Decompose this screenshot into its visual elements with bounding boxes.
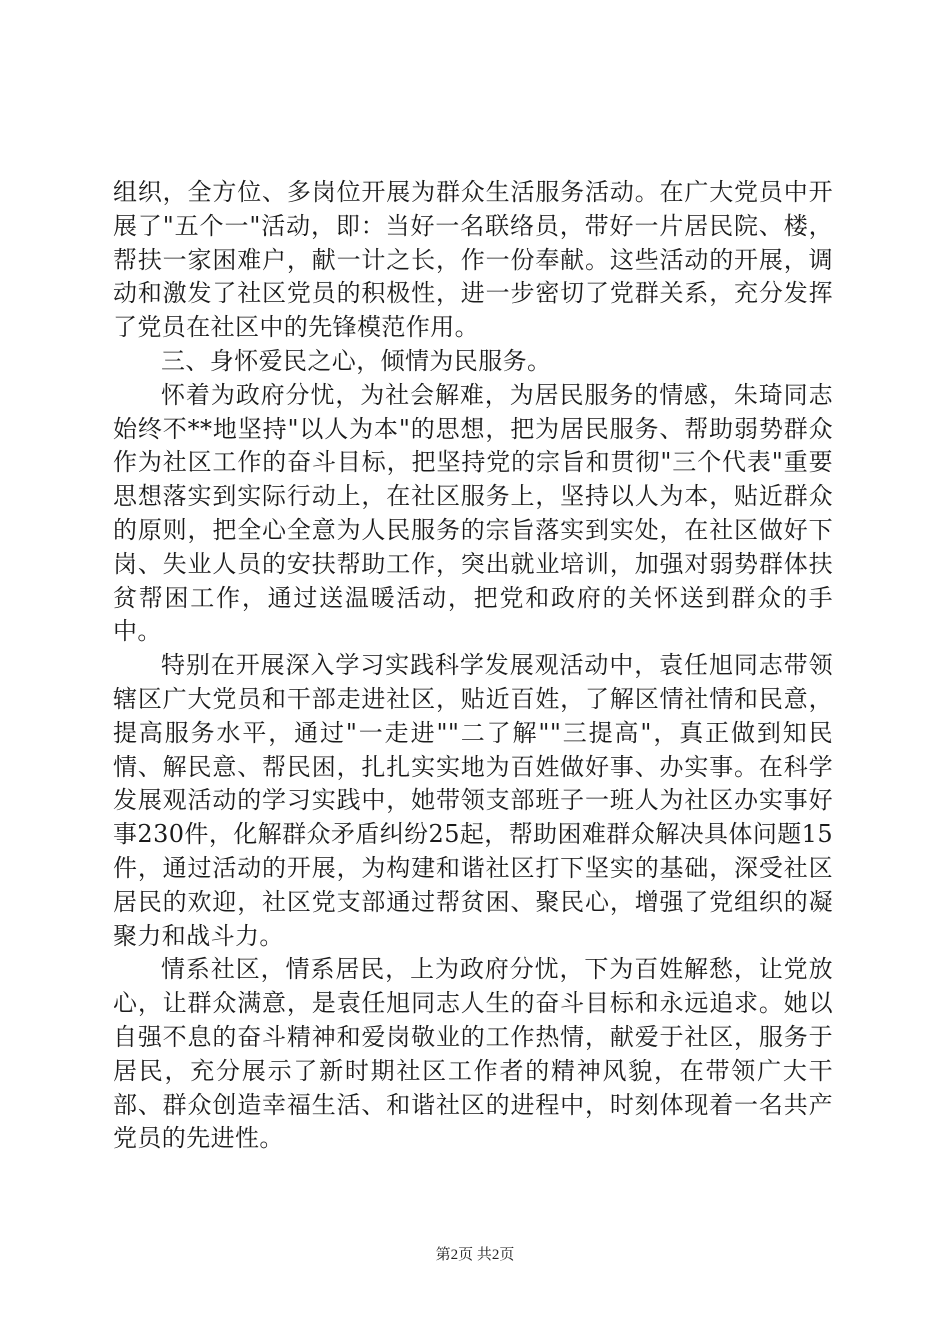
paragraph-service: 怀着为政府分忧，为社会解难，为居民服务的情感，朱琦同志始终不**地坚持"以人为本"的思想，把为居民服务、帮助弱势群众作为社区工作的奋斗目标，把坚持党的宗旨和贯彻"三个代表"重要思想落实到实际行动上，在社区服务上，坚持以人为本，贴近群众的原则，把全心全意为人民服务的宗旨落实到实处，在社区做好下岗、失业人员的安扶帮助工作，突出就业培训，加强对弱势群体扶贫帮困工作，通过送温暖活动，把党和政府的关怀送到群众的手中。	[113, 380, 833, 646]
paragraph-closing: 情系社区，情系居民，上为政府分忧，下为百姓解愁，让党放心，让群众满意，是袁任旭同志人生的奋斗目标和永远追求。她以自强不息的奋斗精神和爱岗敬业的工作热情，献爱于社区，服务于居民，充分展示了新时期社区工作者的精神风貌，在带领广大干部、群众创造幸福生活、和谐社区的进程中，时刻体现着一名共产党员的先进性。	[113, 955, 833, 1153]
paragraph-practice: 特别在开展深入学习实践科学发展观活动中，袁任旭同志带领辖区广大党员和干部走进社区，贴近百姓，了解区情社情和民意，提高服务水平，通过"一走进""二了解""三提高"，真正做到知民情、解民意、帮民困，扎扎实实地为百姓做好事、办实事。在科学发展观活动的学习实践中，她带领支部班子一班人为社区办实事好事230件，化解群众矛盾纠纷25起，帮助困难群众解决具体问题15件，通过活动的开展，为构建和谐社区打下坚实的基础，深受社区居民的欢迎，社区党支部通过帮贫困、聚民心，增强了党组织的凝聚力和战斗力。	[113, 651, 833, 950]
paragraph-continuation: 组织，全方位、多岗位开展为群众生活服务活动。在广大党员中开展了"五个一"活动，即：当好一名联络员，带好一片居民院、楼，帮扶一家困难户，献一计之长，作一份奉献。这些活动的开展，调动和激发了社区党员的积极性，进一步密切了党群关系，充分发挥了党员在社区中的先锋模范作用。	[113, 178, 833, 342]
document-body	[113, 176, 833, 1156]
page-footer: 第2页 共2页	[435, 1247, 515, 1263]
section-heading-three: 三、身怀爱民之心，倾情为民服务。	[161, 346, 552, 375]
